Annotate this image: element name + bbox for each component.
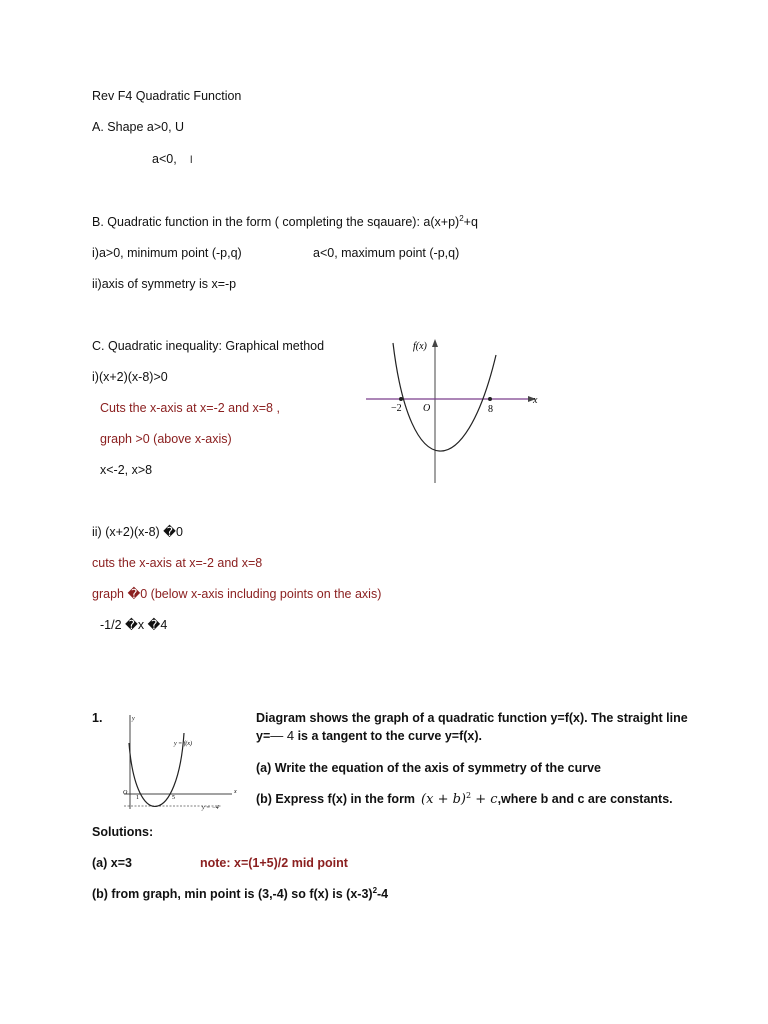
section-a-line2 bbox=[152, 151, 192, 169]
section-c-y-axis-arrow bbox=[432, 339, 438, 347]
question-part-a: (a) Write the equation of the axis of symmetry of the curve bbox=[256, 761, 601, 775]
question-number: 1. bbox=[92, 711, 103, 725]
question-part-b-suffix: ,where b and c are constants. bbox=[497, 792, 673, 806]
question-part-b-math-base: (x + b) bbox=[421, 792, 467, 807]
section-b-heading-text: B. Quadratic function in the form ( completing the sqauare): a(x+p) bbox=[92, 215, 460, 229]
solution-a: (a) x=3 bbox=[92, 856, 132, 870]
question-1-x-label: x bbox=[234, 789, 237, 795]
section-a-line2-text: a<0, bbox=[152, 152, 177, 166]
section-c-root-point-left bbox=[399, 397, 403, 401]
section-c-parabola-graph bbox=[360, 335, 550, 485]
page-title: Rev F4 Quadratic Function bbox=[92, 89, 242, 103]
section-b-ii: ii)axis of symmetry is x=-p bbox=[92, 277, 237, 291]
question-text-line2-suffix: is a tangent to the curve y=f(x). bbox=[294, 729, 482, 743]
question-1-graph bbox=[112, 713, 242, 813]
section-b-heading bbox=[92, 214, 478, 230]
section-c-label-origin: O bbox=[423, 403, 431, 414]
section-c-y-label: f(x) bbox=[413, 341, 427, 352]
section-b-heading-sup: 2 bbox=[459, 214, 464, 223]
section-c-i-cuts: Cuts the x-axis at x=-2 and x=8 , bbox=[100, 401, 280, 415]
section-c-root-point-right bbox=[488, 397, 492, 401]
question-text-line2-value: — 4 bbox=[270, 728, 295, 743]
question-part-b-prefix: (b) Express f(x) in the form bbox=[256, 792, 416, 806]
question-text-line2 bbox=[256, 728, 482, 744]
question-part-b-math bbox=[421, 792, 498, 807]
section-c-ii-expression: ii) (x+2)(x-8) �0 bbox=[92, 525, 183, 539]
question-part-b-math-sup: 2 bbox=[466, 791, 472, 800]
section-b-i-right: a<0, maximum point (-p,q) bbox=[313, 246, 460, 260]
solution-b bbox=[92, 886, 388, 902]
section-c-label-neg-two: −2 bbox=[391, 403, 402, 414]
section-c-i-answer: x<-2, x>8 bbox=[100, 463, 153, 477]
section-c-x-label: x bbox=[533, 395, 538, 406]
section-c-ii-cuts: cuts the x-axis at x=-2 and x=8 bbox=[92, 556, 263, 570]
question-1-line-label: y = −4 bbox=[202, 805, 219, 811]
solution-b-suffix: -4 bbox=[377, 887, 389, 901]
section-b-heading-suffix: +q bbox=[463, 215, 478, 229]
section-c-ii-graph: graph �0 (below x-axis including points on the axis) bbox=[92, 587, 382, 601]
section-c-parabola-curve bbox=[393, 343, 496, 451]
question-1-curve-label: y = f(x) bbox=[174, 741, 193, 747]
question-1-label-one: 1 bbox=[136, 795, 139, 801]
question-part-b-math-c: + c bbox=[471, 792, 498, 807]
question-1-label-five: 5 bbox=[172, 795, 175, 801]
section-b-i-left: i)a>0, minimum point (-p,q) bbox=[92, 246, 242, 260]
solutions-heading: Solutions: bbox=[92, 825, 154, 839]
question-text-line2-prefix: y= bbox=[256, 729, 271, 743]
question-1-y-label: y bbox=[132, 716, 135, 722]
section-c-label-eight: 8 bbox=[488, 404, 493, 415]
section-c-ii-answer: -1/2 �x �4 bbox=[100, 618, 168, 632]
section-c-i-expression: i)(x+2)(x-8)>0 bbox=[92, 370, 168, 384]
solution-b-sup: 2 bbox=[372, 886, 378, 895]
question-1-origin-label: O bbox=[123, 790, 128, 796]
solution-a-note: note: x=(1+5)/2 mid point bbox=[200, 856, 348, 870]
section-a-line1: A. Shape a>0, U bbox=[92, 120, 185, 134]
section-a-line2-symbol: l bbox=[190, 155, 193, 166]
question-text-line1: Diagram shows the graph of a quadratic function y=f(x). The straight line bbox=[256, 711, 688, 725]
question-part-b bbox=[256, 791, 673, 808]
section-c-i-graph: graph >0 (above x-axis) bbox=[100, 432, 232, 446]
solution-b-text: (b) from graph, min point is (3,-4) so f(x) is (x-3) bbox=[92, 887, 373, 901]
section-c-heading: C. Quadratic inequality: Graphical method bbox=[92, 339, 325, 353]
